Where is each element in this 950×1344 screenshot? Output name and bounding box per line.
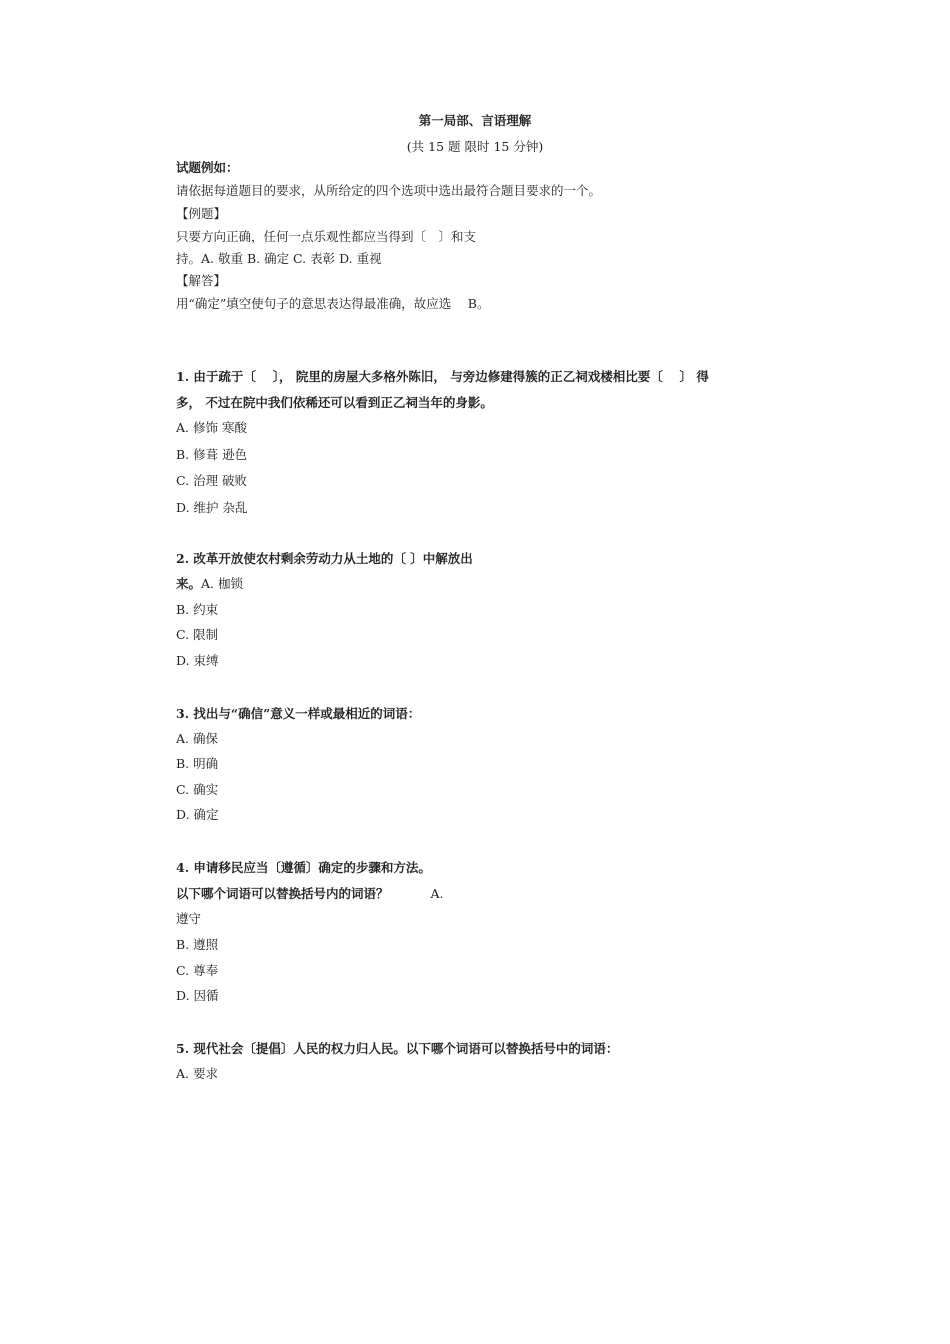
question-3-stem: 3. 找出与“确信”意义一样或最相近的词语： bbox=[176, 706, 421, 721]
example-heading: 试题例如： bbox=[176, 160, 239, 175]
question-1-option: A. 修饰 寒酸 bbox=[176, 420, 247, 435]
question-2-option: B. 约束 bbox=[176, 602, 219, 617]
question-2-stem: 2. 改革开放使农村剩余劳动力从土地的〔 〕中解放出 bbox=[176, 551, 473, 566]
question-1-option: C. 治理 破败 bbox=[176, 473, 248, 488]
answer-label: 【解答】 bbox=[176, 273, 227, 288]
question-2-option: A. 枷锁 bbox=[201, 576, 243, 591]
question-3-option: A. 确保 bbox=[176, 731, 218, 746]
question-2-stem: 来。 bbox=[176, 576, 202, 591]
question-3-option: D. 确定 bbox=[176, 807, 219, 822]
question-3-option: B. 明确 bbox=[176, 756, 219, 771]
question-5-stem: 5. 现代社会〔提倡〕人民的权力归人民。以下哪个词语可以替换括号中的词语： bbox=[176, 1041, 619, 1056]
page-title: 第一局部、言语理解 bbox=[418, 113, 532, 128]
question-1-stem: 1. 由于疏于〔 〕， 院里的房屋大多格外陈旧， 与旁边修建得簇的正乙祠戏楼相比要〔 〕 得 bbox=[176, 369, 709, 384]
question-5-option: A. 要求 bbox=[176, 1066, 218, 1081]
question-2-stem-continued bbox=[176, 576, 243, 592]
example-line: 只要方向正确，任何一点乐观性都应当得到〔 〕和支 bbox=[176, 229, 477, 244]
example-line: 持。A. 敬重 B. 确定 C. 表彰 D. 重视 bbox=[176, 251, 382, 266]
question-4-stem: 以下哪个词语可以替换括号内的词语？ bbox=[176, 886, 389, 901]
question-4-stem: 4. 申请移民应当〔遵循〕确定的步骤和方法。 bbox=[176, 860, 431, 875]
question-1-stem: 多， 不过在院中我们依稀还可以看到正乙祠当年的身影。 bbox=[176, 395, 493, 410]
question-3-option: C. 确实 bbox=[176, 782, 219, 797]
question-4-option: D. 因循 bbox=[176, 988, 219, 1003]
question-4-option: B. 遵照 bbox=[176, 937, 219, 952]
question-2-option: D. 束缚 bbox=[176, 653, 219, 668]
page-subtitle: (共 15 题 限时 15 分钟) bbox=[406, 139, 544, 154]
answer-text: 用“确定”填空使句子的意思表达得最准确，故应选 B。 bbox=[176, 296, 490, 311]
question-4-stem-continued bbox=[176, 886, 444, 902]
instruction-text: 请依据每道题目的要求，从所给定的四个选项中选出最符合题目要求的一个。 bbox=[176, 183, 602, 198]
question-1-option: D. 维护 杂乱 bbox=[176, 500, 248, 515]
question-4-option: C. 尊奉 bbox=[176, 963, 219, 978]
question-1-option: B. 修葺 逊色 bbox=[176, 447, 248, 462]
question-4-option: A. bbox=[430, 886, 444, 901]
question-2-option: C. 限制 bbox=[176, 627, 219, 642]
example-label: 【例题】 bbox=[176, 206, 227, 221]
question-4-option: 遵守 bbox=[176, 911, 202, 926]
